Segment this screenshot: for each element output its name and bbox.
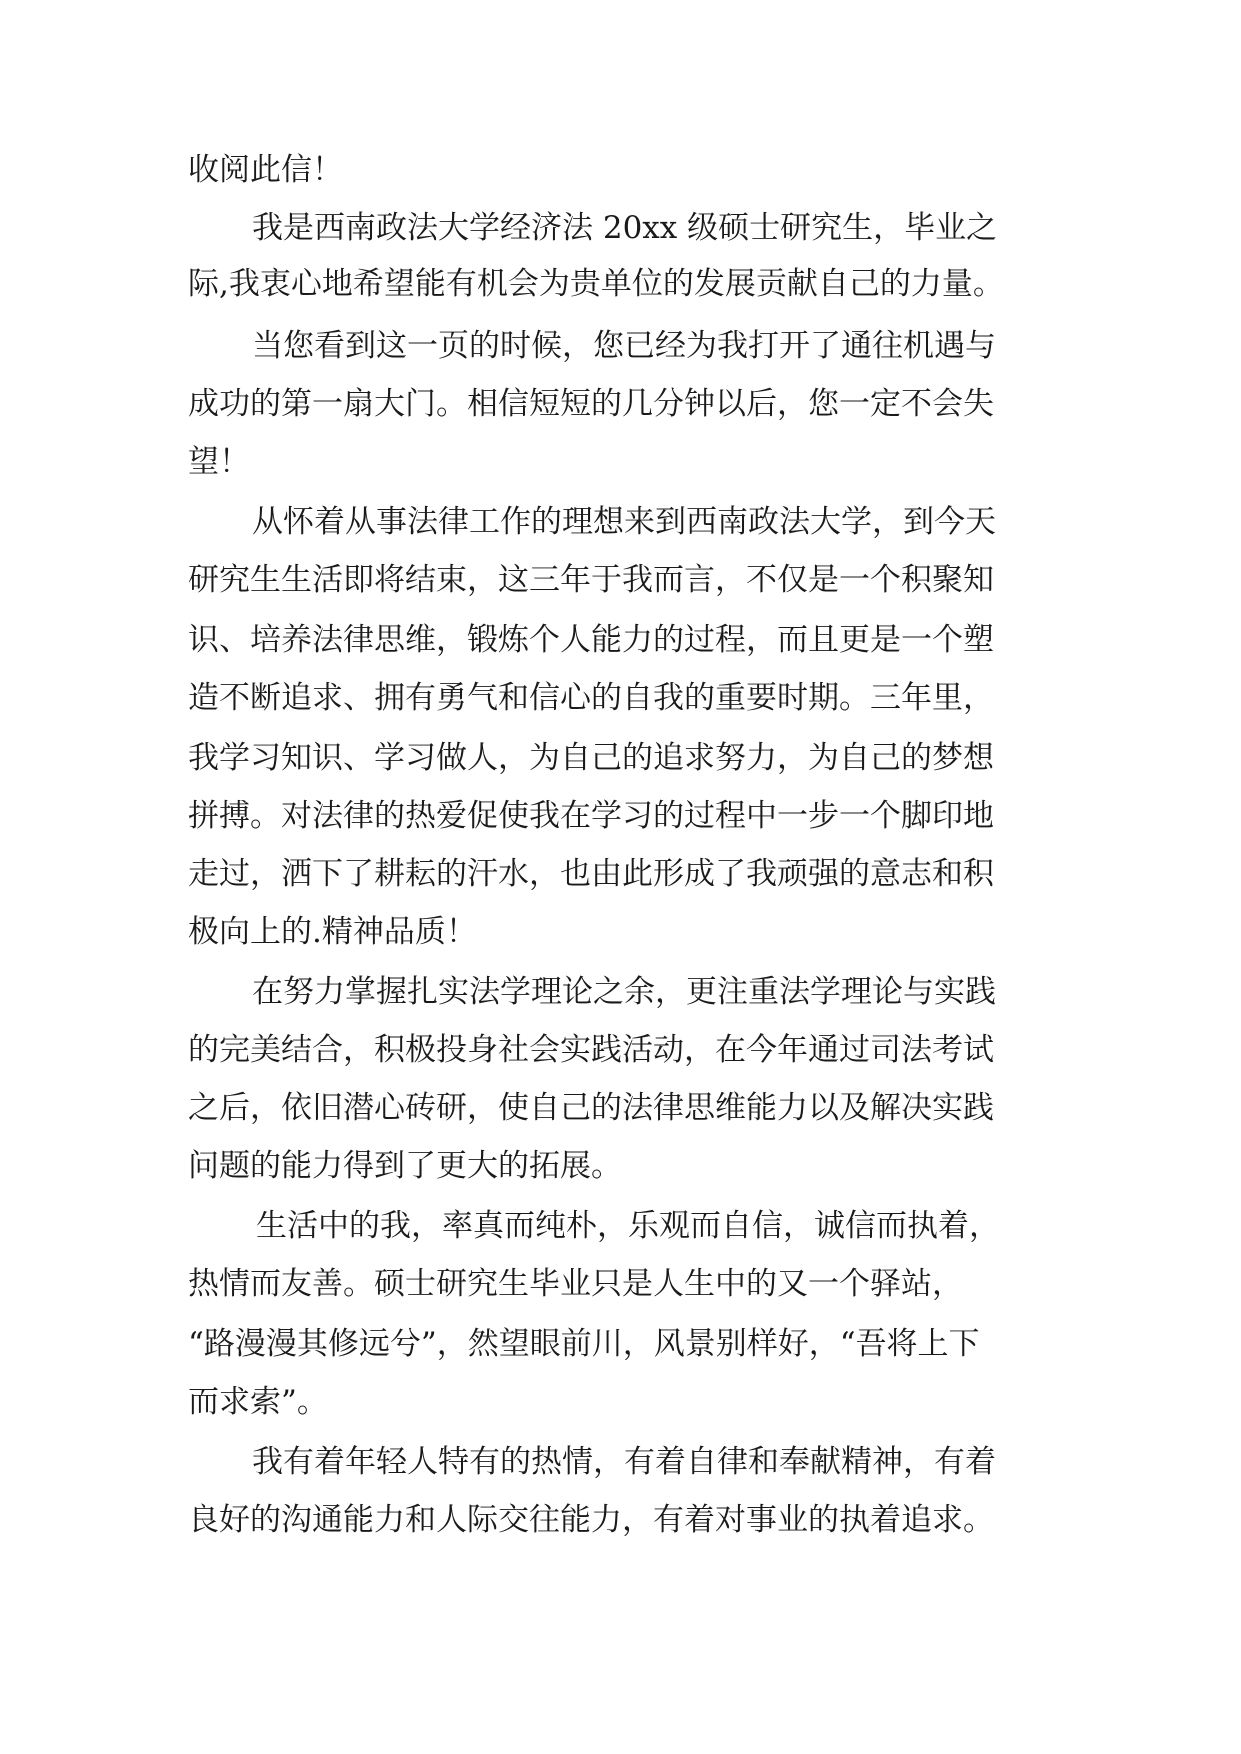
letter-line: 问题的能力得到了更大的拓展。 bbox=[188, 1148, 622, 1184]
letter-line: 我是西南政法大学经济法 20xx 级硕士研究生，毕业之 bbox=[252, 210, 998, 246]
letter-line: 我有着年轻人特有的热情，有着自律和奉献精神，有着 bbox=[252, 1444, 996, 1480]
letter-line: 识、培养法律思维，锻炼个人能力的过程，而且更是一个塑 bbox=[188, 622, 994, 658]
letter-line: 走过，洒下了耕耘的汗水，也由此形成了我顽强的意志和积 bbox=[188, 856, 994, 892]
letter-line: 良好的沟通能力和人际交往能力，有着对事业的执着追求。 bbox=[188, 1502, 994, 1538]
letter-line: 收阅此信！ bbox=[188, 152, 343, 188]
letter-line: 热情而友善。硕士研究生毕业只是人生中的又一个驿站， bbox=[188, 1266, 963, 1302]
letter-line: 在努力掌握扎实法学理论之余，更注重法学理论与实践 bbox=[252, 974, 996, 1010]
letter-line: 望！ bbox=[188, 444, 250, 480]
letter-line: 拼搏。对法律的热爱促使我在学习的过程中一步一个脚印地 bbox=[188, 798, 994, 834]
letter-line: 从怀着从事法律工作的理想来到西南政法大学，到今天 bbox=[252, 504, 996, 540]
letter-line: 研究生生活即将结束，这三年于我而言，不仅是一个积聚知 bbox=[188, 562, 994, 598]
letter-line: 之后，依旧潜心砖研，使自己的法律思维能力以及解决实践 bbox=[188, 1090, 994, 1126]
letter-line: 当您看到这一页的时候，您已经为我打开了通往机遇与 bbox=[252, 328, 996, 364]
letter-line: 造不断追求、拥有勇气和信心的自我的重要时期。三年里， bbox=[188, 680, 994, 716]
letter-line: 生活中的我，率真而纯朴，乐观而自信，诚信而执着， bbox=[256, 1208, 1000, 1244]
letter-line: 的完美结合，积极投身社会实践活动，在今年通过司法考试 bbox=[188, 1032, 994, 1068]
letter-line: 而求索”。 bbox=[188, 1384, 328, 1420]
letter-line: 成功的第一扇大门。相信短短的几分钟以后，您一定不会失 bbox=[188, 386, 994, 422]
letter-line: 际,我衷心地希望能有机会为贵单位的发展贡献自己的力量。 bbox=[188, 266, 1004, 302]
letter-line: “路漫漫其修远兮”，然望眼前川，风景别样好，“吾将上下 bbox=[188, 1326, 980, 1362]
letter-line: 极向上的.精神品质！ bbox=[188, 914, 477, 950]
letter-line: 我学习知识、学习做人，为自己的追求努力，为自己的梦想 bbox=[188, 740, 994, 776]
